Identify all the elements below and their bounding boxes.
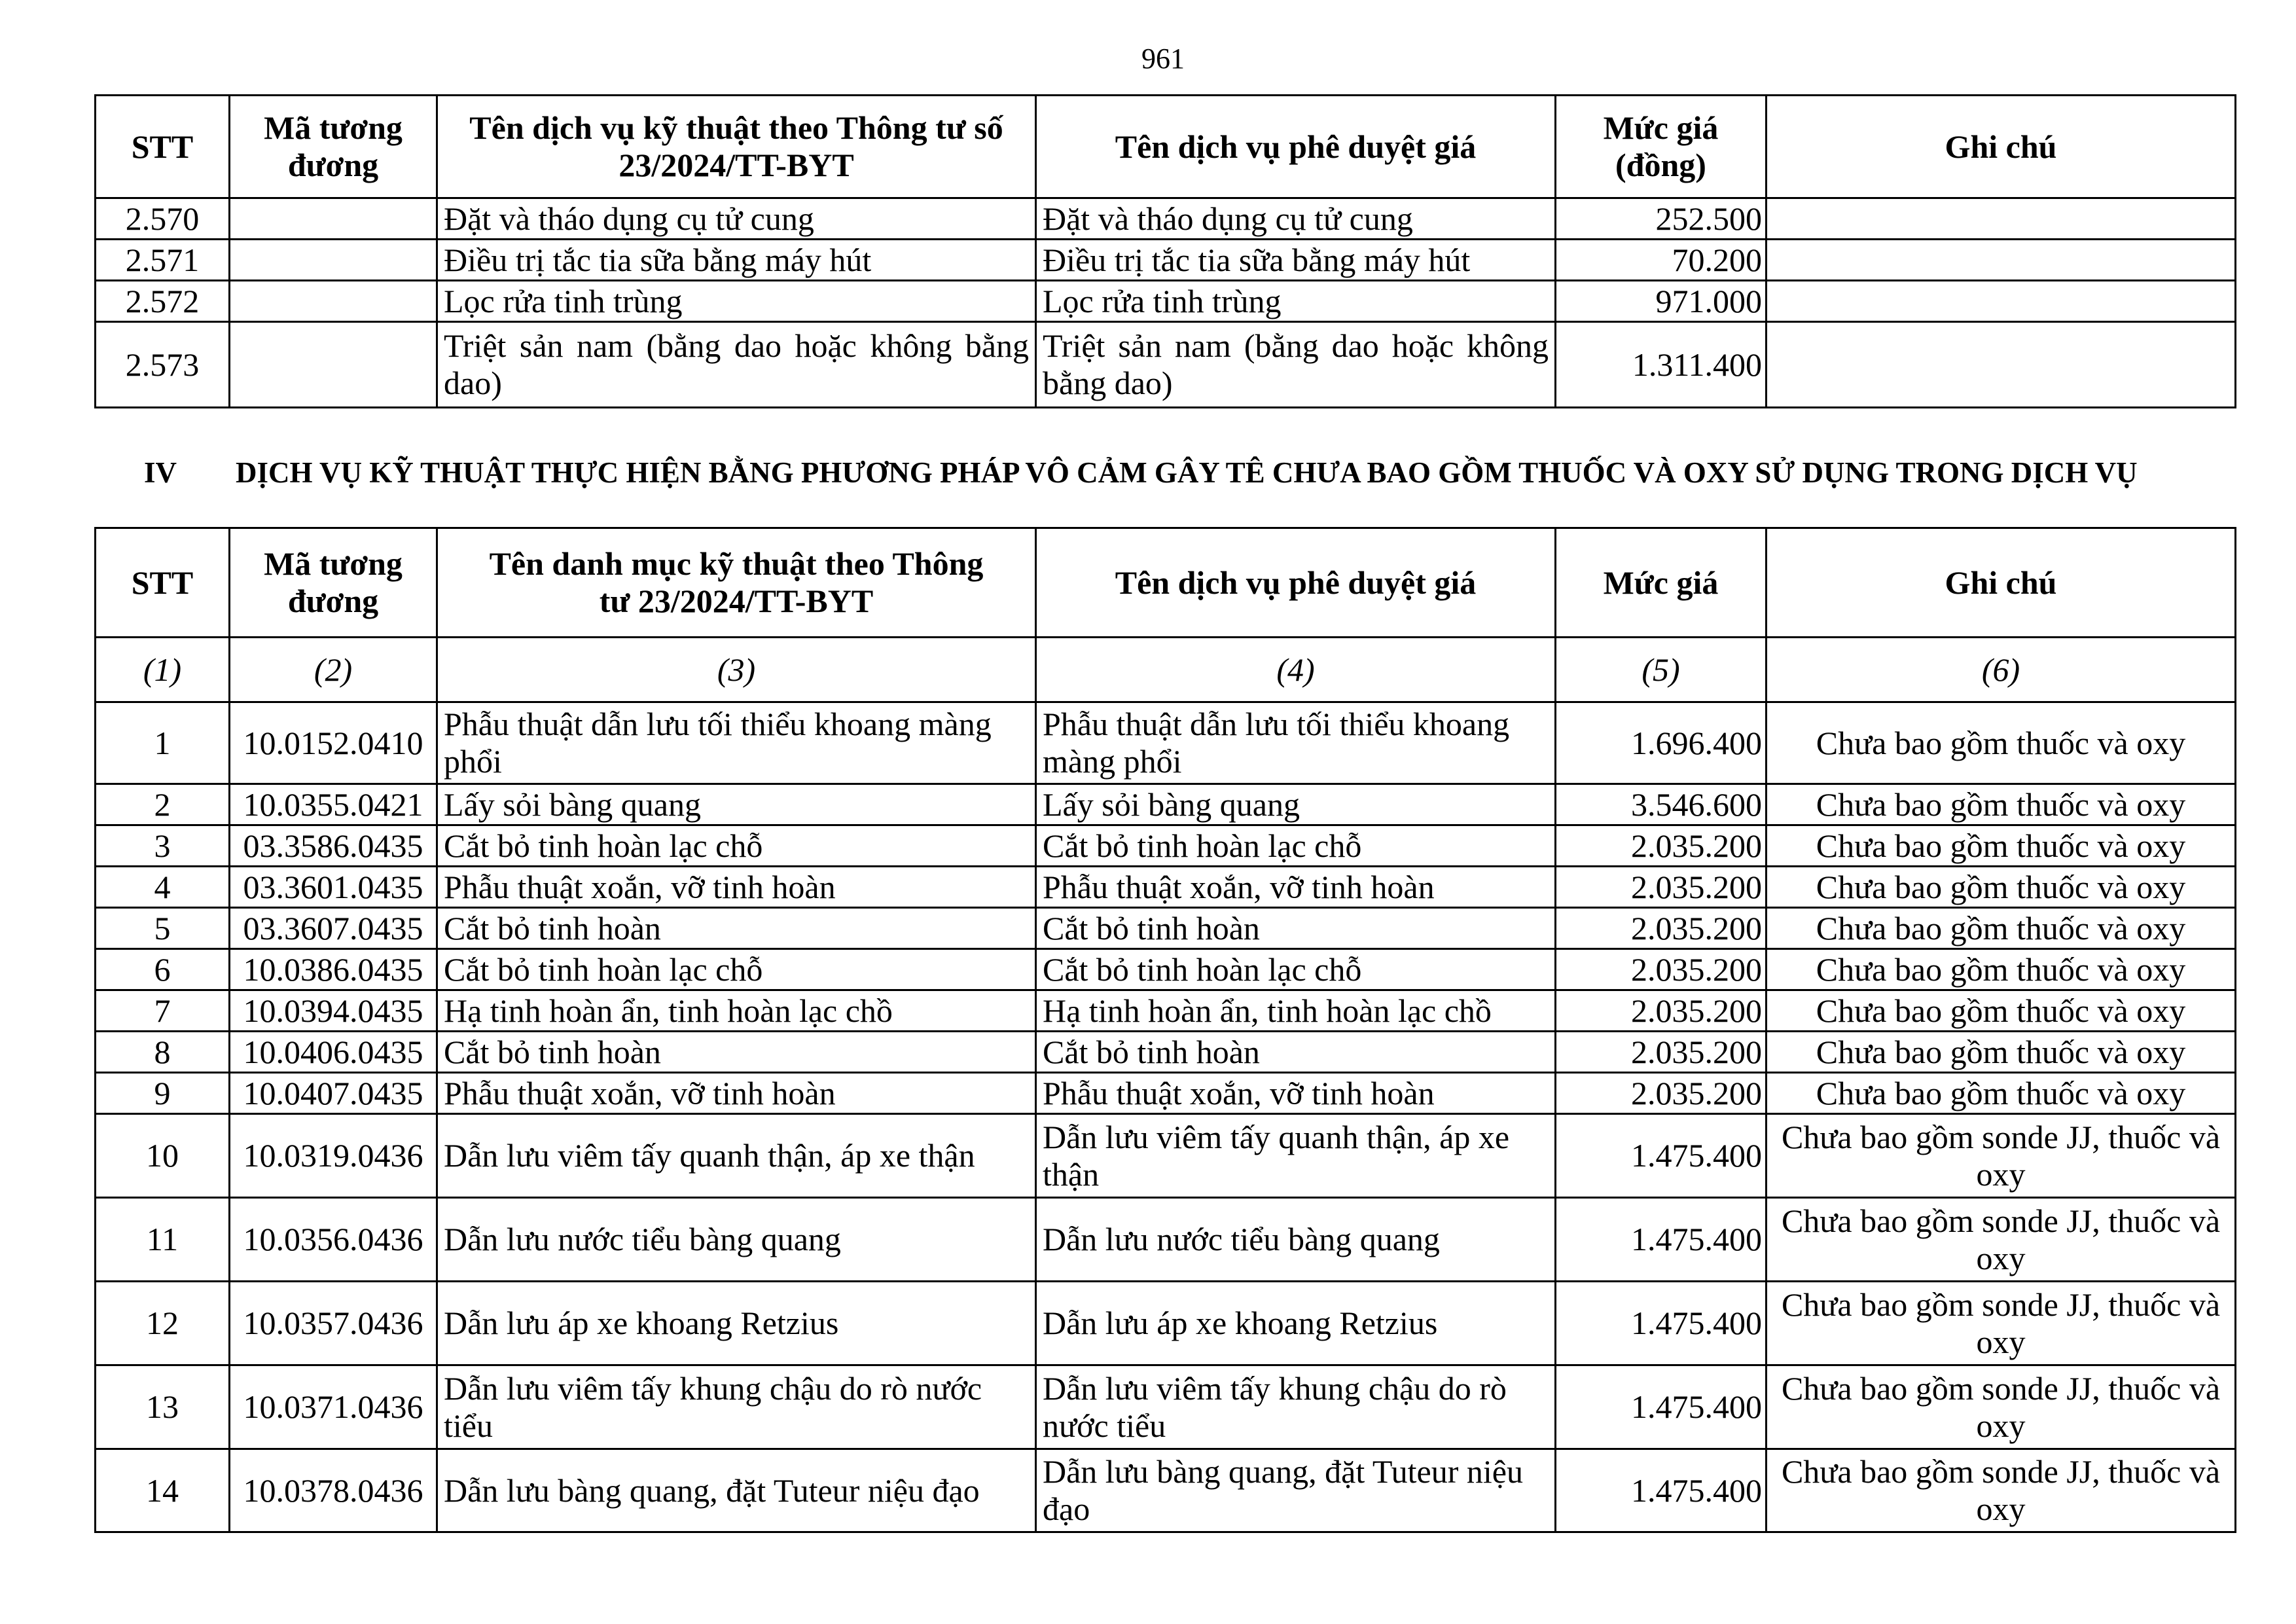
price-cell: 971.000 [1556, 281, 1767, 322]
stt-cell: 12 [96, 1282, 230, 1365]
equivalent-code-cell [230, 198, 437, 240]
stt-cell: 6 [96, 949, 230, 990]
table-row [96, 198, 2236, 240]
page-number: 961 [1141, 43, 1185, 75]
table-row [96, 1282, 2236, 1365]
price-cell: 2.035.200 [1556, 949, 1767, 990]
note-cell: Chưa bao gồm thuốc và oxy [1767, 908, 2236, 949]
approved-service-name-cell: Đặt và tháo dụng cụ tử cung [1036, 198, 1556, 240]
technique-name-cell: Dẫn lưu nước tiểu bàng quang [437, 1198, 1036, 1282]
approved-service-name-cell: Phẫu thuật xoắn, vỡ tinh hoàn [1036, 1073, 1556, 1114]
table-row [96, 1114, 2236, 1198]
equivalent-code-cell: 10.0319.0436 [230, 1114, 437, 1198]
approved-service-name-cell: Dẫn lưu nước tiểu bàng quang [1036, 1198, 1556, 1282]
approved-service-name-cell: Hạ tinh hoàn ẩn, tinh hoàn lạc chồ [1036, 990, 1556, 1032]
approved-service-name-cell: Dẫn lưu áp xe khoang Retzius [1036, 1282, 1556, 1365]
equivalent-code-header: Mã tương đương [230, 528, 437, 638]
stt-cell: 3 [96, 825, 230, 867]
technique-name-cell: Dẫn lưu viêm tấy khung chậu do rò nước tiểu [437, 1365, 1036, 1449]
approved-service-name-header: Tên dịch vụ phê duyệt giá [1036, 96, 1556, 198]
equivalent-code-cell: 03.3586.0435 [230, 825, 437, 867]
equivalent-code-cell: 10.0406.0435 [230, 1032, 437, 1073]
note-cell: Chưa bao gồm sonde JJ, thuốc và oxy [1767, 1282, 2236, 1365]
approved-service-name-cell: Dẫn lưu viêm tấy khung chậu do rò nước tiểu [1036, 1365, 1556, 1449]
approved-service-name-cell: Cắt bỏ tinh hoàn lạc chỗ [1036, 949, 1556, 990]
approved-service-name-cell: Cắt bỏ tinh hoàn [1036, 908, 1556, 949]
stt-cell: 2.570 [96, 198, 230, 240]
table-row [96, 1073, 2236, 1114]
equivalent-code-cell: 10.0386.0435 [230, 949, 437, 990]
technique-name-cell: Đặt và tháo dụng cụ tử cung [437, 198, 1036, 240]
equivalent-code-cell: 10.0357.0436 [230, 1282, 437, 1365]
equivalent-code-cell: 03.3601.0435 [230, 867, 437, 908]
technique-name-cell: Cắt bỏ tinh hoàn [437, 1032, 1036, 1073]
technique-name-cell: Phẫu thuật xoắn, vỡ tinh hoàn [437, 1073, 1036, 1114]
stt-cell: 8 [96, 1032, 230, 1073]
equivalent-code-cell: 10.0356.0436 [230, 1198, 437, 1282]
approved-service-name-cell: Cắt bỏ tinh hoàn lạc chỗ [1036, 825, 1556, 867]
table-row [96, 990, 2236, 1032]
table-row [96, 1449, 2236, 1532]
technique-name-cell: Cắt bỏ tinh hoàn [437, 908, 1036, 949]
price-table-continued [94, 94, 2236, 408]
technique-name-cell: Phẫu thuật xoắn, vỡ tinh hoàn [437, 867, 1036, 908]
technique-name-cell: Dẫn lưu bàng quang, đặt Tuteur niệu đạo [437, 1449, 1036, 1532]
table-row [96, 1032, 2236, 1073]
stt-cell: 2 [96, 784, 230, 825]
price-cell: 3.546.600 [1556, 784, 1767, 825]
price-cell: 2.035.200 [1556, 908, 1767, 949]
column-number-cell: (5) [1556, 638, 1767, 702]
technique-name-cell: Cắt bỏ tinh hoàn lạc chỗ [437, 949, 1036, 990]
section-title: DỊCH VỤ KỸ THUẬT THỰC HIỆN BẰNG PHƯƠNG PHÁP VÔ CẢM GÂY TÊ CHƯA BAO GỒM THUỐC VÀ OXY SỬ DỤNG TRONG DỊCH VỤ [236, 456, 2138, 489]
technique-name-cell: Triệt sản nam (bằng dao hoặc không bằng dao) [437, 322, 1036, 408]
approved-service-name-cell: Lấy sỏi bàng quang [1036, 784, 1556, 825]
price-cell: 252.500 [1556, 198, 1767, 240]
table-row [96, 825, 2236, 867]
table-row [96, 281, 2236, 322]
note-cell [1767, 198, 2236, 240]
column-number-cell: (3) [437, 638, 1036, 702]
header-row [96, 528, 2236, 638]
note-cell: Chưa bao gồm thuốc và oxy [1767, 1032, 2236, 1073]
note-header: Ghi chú [1767, 528, 2236, 638]
table-row [96, 908, 2236, 949]
price-cell: 2.035.200 [1556, 867, 1767, 908]
equivalent-code-cell: 10.0407.0435 [230, 1073, 437, 1114]
note-cell [1767, 322, 2236, 408]
technique-name-cell: Dẫn lưu áp xe khoang Retzius [437, 1282, 1036, 1365]
table-row [96, 784, 2236, 825]
approved-service-name-cell: Triệt sản nam (bằng dao hoặc không bằng dao) [1036, 322, 1556, 408]
price-cell: 2.035.200 [1556, 1032, 1767, 1073]
note-cell: Chưa bao gồm sonde JJ, thuốc và oxy [1767, 1449, 2236, 1532]
table-row [96, 1198, 2236, 1282]
approved-service-name-cell: Cắt bỏ tinh hoàn [1036, 1032, 1556, 1073]
equivalent-code-header: Mã tương đương [230, 96, 437, 198]
equivalent-code-cell [230, 322, 437, 408]
note-cell: Chưa bao gồm sonde JJ, thuốc và oxy [1767, 1198, 2236, 1282]
price-cell: 2.035.200 [1556, 1073, 1767, 1114]
stt-cell: 14 [96, 1449, 230, 1532]
approved-service-name-cell: Phẫu thuật xoắn, vỡ tinh hoàn [1036, 867, 1556, 908]
price-cell: 70.200 [1556, 240, 1767, 281]
equivalent-code-cell: 10.0355.0421 [230, 784, 437, 825]
section-heading [0, 454, 2296, 491]
price-cell: 1.475.400 [1556, 1449, 1767, 1532]
equivalent-code-cell: 10.0371.0436 [230, 1365, 437, 1449]
note-cell [1767, 240, 2236, 281]
equivalent-code-cell: 10.0378.0436 [230, 1449, 437, 1532]
column-number-cell: (4) [1036, 638, 1556, 702]
price-cell: 1.696.400 [1556, 702, 1767, 784]
note-cell: Chưa bao gồm thuốc và oxy [1767, 784, 2236, 825]
stt-cell: 2.572 [96, 281, 230, 322]
price-cell: 1.475.400 [1556, 1198, 1767, 1282]
note-cell: Chưa bao gồm thuốc và oxy [1767, 867, 2236, 908]
table-row [96, 949, 2236, 990]
price-cell: 2.035.200 [1556, 825, 1767, 867]
note-cell: Chưa bao gồm thuốc và oxy [1767, 1073, 2236, 1114]
technique-name-header: Tên dịch vụ kỹ thuật theo Thông tư số 23/2024/TT-BYT [437, 96, 1036, 198]
price-cell: 1.475.400 [1556, 1365, 1767, 1449]
stt-cell: 7 [96, 990, 230, 1032]
note-cell: Chưa bao gồm sonde JJ, thuốc và oxy [1767, 1365, 2236, 1449]
price-header: Mức giá [1556, 528, 1767, 638]
approved-service-name-header: Tên dịch vụ phê duyệt giá [1036, 528, 1556, 638]
stt-cell: 13 [96, 1365, 230, 1449]
equivalent-code-cell: 10.0152.0410 [230, 702, 437, 784]
table-row [96, 867, 2236, 908]
approved-service-name-cell: Điều trị tắc tia sữa bằng máy hút [1036, 240, 1556, 281]
technique-name-header: Tên danh mục kỹ thuật theo Thông tư 23/2024/TT-BYT [437, 528, 1036, 638]
stt-cell: 2.573 [96, 322, 230, 408]
anesthesia-services-table [94, 527, 2236, 1533]
technique-name-cell: Điều trị tắc tia sữa bằng máy hút [437, 240, 1036, 281]
note-header: Ghi chú [1767, 96, 2236, 198]
price-cell: 1.475.400 [1556, 1282, 1767, 1365]
stt-cell: 11 [96, 1198, 230, 1282]
note-cell: Chưa bao gồm thuốc và oxy [1767, 949, 2236, 990]
equivalent-code-cell: 03.3607.0435 [230, 908, 437, 949]
technique-name-cell: Cắt bỏ tinh hoàn lạc chỗ [437, 825, 1036, 867]
technique-name-cell: Dẫn lưu viêm tấy quanh thận, áp xe thận [437, 1114, 1036, 1198]
stt-cell: 4 [96, 867, 230, 908]
column-number-row [96, 638, 2236, 702]
stt-cell: 2.571 [96, 240, 230, 281]
approved-service-name-cell: Dẫn lưu viêm tấy quanh thận, áp xe thận [1036, 1114, 1556, 1198]
column-number-cell: (1) [96, 638, 230, 702]
stt-header: STT [96, 528, 230, 638]
approved-service-name-cell: Lọc rửa tinh trùng [1036, 281, 1556, 322]
note-cell: Chưa bao gồm thuốc và oxy [1767, 702, 2236, 784]
table-row [96, 702, 2236, 784]
approved-service-name-cell: Dẫn lưu bàng quang, đặt Tuteur niệu đạo [1036, 1449, 1556, 1532]
equivalent-code-cell [230, 281, 437, 322]
stt-cell: 5 [96, 908, 230, 949]
price-header: Mức giá (đồng) [1556, 96, 1767, 198]
technique-name-cell: Lọc rửa tinh trùng [437, 281, 1036, 322]
note-cell: Chưa bao gồm thuốc và oxy [1767, 990, 2236, 1032]
header-row [96, 96, 2236, 198]
stt-cell: 1 [96, 702, 230, 784]
price-cell: 1.475.400 [1556, 1114, 1767, 1198]
note-cell: Chưa bao gồm sonde JJ, thuốc và oxy [1767, 1114, 2236, 1198]
note-cell [1767, 281, 2236, 322]
stt-header: STT [96, 96, 230, 198]
equivalent-code-cell [230, 240, 437, 281]
technique-name-cell: Lấy sỏi bàng quang [437, 784, 1036, 825]
price-cell: 1.311.400 [1556, 322, 1767, 408]
column-number-cell: (6) [1767, 638, 2236, 702]
price-cell: 2.035.200 [1556, 990, 1767, 1032]
equivalent-code-cell: 10.0394.0435 [230, 990, 437, 1032]
note-cell: Chưa bao gồm thuốc và oxy [1767, 825, 2236, 867]
table-row [96, 240, 2236, 281]
column-number-cell: (2) [230, 638, 437, 702]
approved-service-name-cell: Phẫu thuật dẫn lưu tối thiểu khoang màng phổi [1036, 702, 1556, 784]
technique-name-cell: Hạ tinh hoàn ẩn, tinh hoàn lạc chồ [437, 990, 1036, 1032]
table-row [96, 322, 2236, 408]
stt-cell: 9 [96, 1073, 230, 1114]
technique-name-cell: Phẫu thuật dẫn lưu tối thiểu khoang màng phổi [437, 702, 1036, 784]
table-row [96, 1365, 2236, 1449]
stt-cell: 10 [96, 1114, 230, 1198]
section-numeral: IV [144, 456, 177, 489]
